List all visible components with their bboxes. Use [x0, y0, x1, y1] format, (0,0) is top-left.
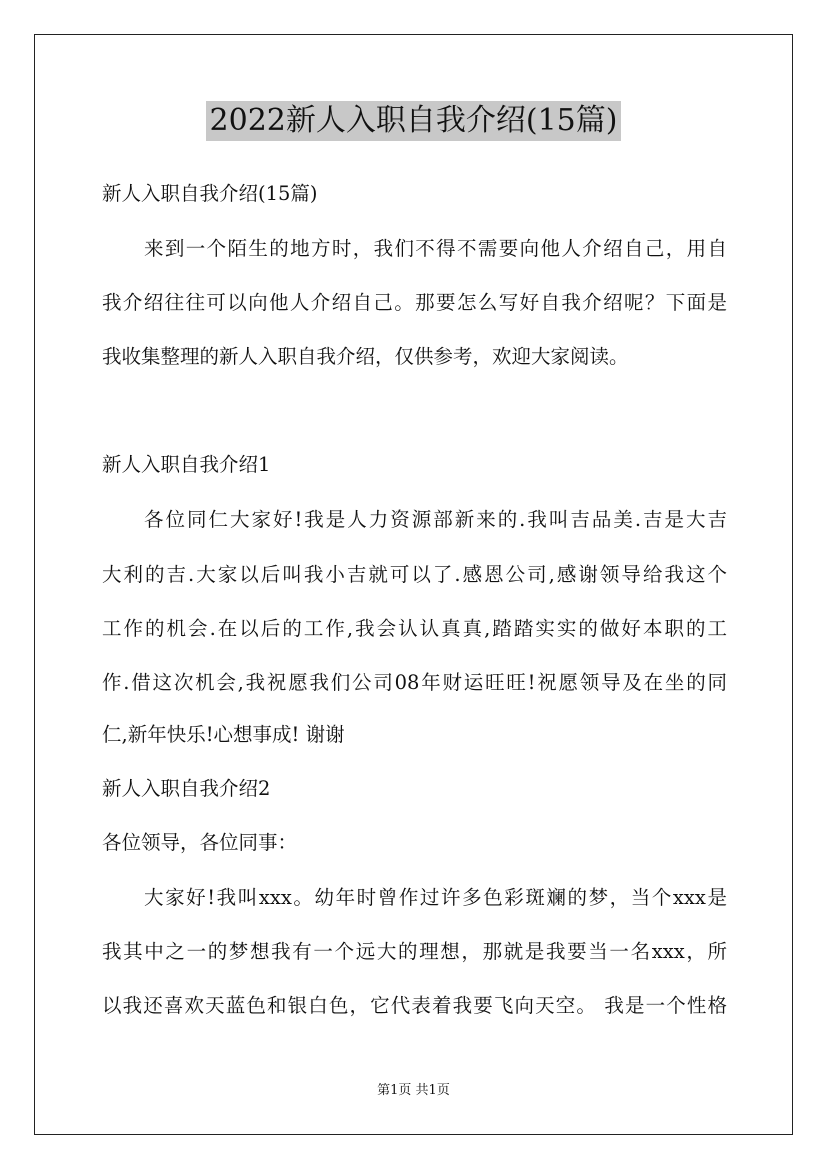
section2-line-1: 大家好!我叫xxx。幼年时曾作过许多色彩斑斓的梦，当个xxx是: [144, 886, 727, 909]
section2-line-3: 以我还喜欢天蓝色和银白色，它代表着我要飞向天空。 我是一个性格: [102, 994, 727, 1017]
section1-line-4: 作.借这次机会,我祝愿我们公司08年财运旺旺!祝愿领导及在坐的同: [102, 671, 727, 694]
section2-line-2: 我其中之一的梦想我有一个远大的理想，那就是我要当一名xxx，所: [102, 940, 727, 963]
section1-line-2: 大利的吉.大家以后叫我小吉就可以了.感恩公司,感谢领导给我这个: [102, 563, 727, 586]
intro-line-3: 我收集整理的新人入职自我介绍，仅供参考，欢迎大家阅读。: [102, 345, 629, 368]
section1-heading: 新人入职自我介绍1: [102, 453, 271, 476]
page-footer: 第1页 共1页: [377, 1083, 450, 1098]
section1-line-1: 各位同仁大家好!我是人力资源部新来的.我叫吉品美.吉是大吉: [144, 508, 727, 531]
intro-line-2: 我介绍往往可以向他人介绍自己。那要怎么写好自我介绍呢？下面是: [102, 291, 727, 314]
document-subtitle: 新人入职自我介绍(15篇): [102, 182, 318, 205]
section1-line-3: 工作的机会.在以后的工作,我会认认真真,踏踏实实的做好本职的工: [102, 617, 727, 640]
document-title: 2022新人入职自我介绍(15篇): [206, 101, 622, 141]
section2-greeting: 各位领导，各位同事：: [102, 831, 298, 854]
intro-line-1: 来到一个陌生的地方时，我们不得不需要向他人介绍自己，用自: [144, 237, 727, 260]
title-container: [0, 101, 827, 141]
section1-line-5: 仁,新年快乐!心想事成! 谢谢: [102, 723, 345, 746]
section2-heading: 新人入职自我介绍2: [102, 777, 271, 800]
